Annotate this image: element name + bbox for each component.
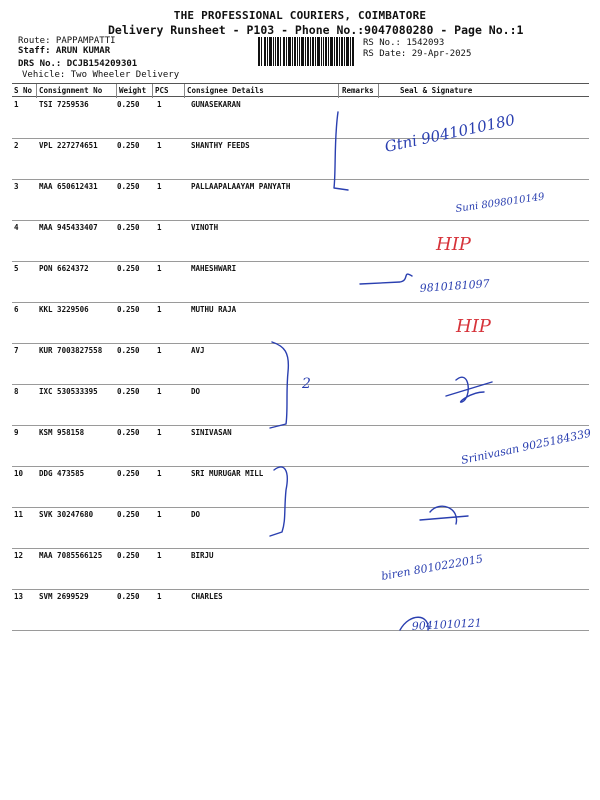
row-separator: [12, 425, 589, 426]
row-separator: [12, 548, 589, 549]
table-header-rule: [12, 96, 589, 97]
remarks-bracket-bottom: [270, 467, 287, 536]
cell-sno: 9: [14, 428, 19, 437]
cell-consignment-number: MAA 650612431: [39, 182, 98, 191]
table-top-rule: [12, 83, 589, 84]
cell-pcs: 1: [157, 428, 162, 437]
column-header-sno: S No: [14, 86, 33, 95]
rs-number: RS No.: 1542093: [363, 38, 445, 48]
column-header-consignment: Consignment No: [39, 86, 103, 95]
cell-weight: 0.250: [117, 469, 140, 478]
cell-weight: 0.250: [117, 141, 140, 150]
cell-consignment-number: MAA 7085566125: [39, 551, 103, 560]
column-divider: [378, 84, 379, 98]
cell-consignment-number: PON 6624372: [39, 264, 89, 273]
row-separator: [12, 220, 589, 221]
cell-sno: 7: [14, 346, 19, 355]
cell-consignee: SINIVASAN: [191, 428, 232, 437]
cell-pcs: 1: [157, 305, 162, 314]
column-header-weight: Weight: [119, 86, 147, 95]
cell-sno: 3: [14, 182, 19, 191]
cell-consignee: SHANTHY FEEDS: [191, 141, 250, 150]
cell-weight: 0.250: [117, 305, 140, 314]
staff-label: Staff: ARUN KUMAR: [18, 46, 111, 56]
signature-row-5: 9810181097: [419, 277, 491, 295]
cell-sno: 11: [14, 510, 24, 519]
cell-pcs: 1: [157, 387, 162, 396]
column-divider: [184, 84, 185, 98]
cell-consignee: SRI MURUGAR MILL: [191, 469, 264, 478]
cell-sno: 4: [14, 223, 19, 232]
cell-weight: 0.250: [117, 428, 140, 437]
cell-pcs: 1: [157, 510, 162, 519]
row-separator: [12, 507, 589, 508]
cell-consignee: VINOTH: [191, 223, 219, 232]
column-divider: [338, 84, 339, 98]
cell-pcs: 1: [157, 264, 162, 273]
cell-consignee: BIRJU: [191, 551, 214, 560]
cell-sno: 8: [14, 387, 19, 396]
row-separator: [12, 630, 589, 631]
row-separator: [12, 179, 589, 180]
column-header-remarks: Remarks: [342, 86, 374, 95]
cell-weight: 0.250: [117, 264, 140, 273]
cell-sno: 1: [14, 100, 19, 109]
row-separator: [12, 261, 589, 262]
cell-sno: 10: [14, 469, 24, 478]
signature-row-12: biren 8010222015: [380, 552, 484, 583]
cell-consignee: DO: [191, 387, 201, 396]
cell-weight: 0.250: [117, 551, 140, 560]
cell-consignment-number: VPL 227274651: [39, 141, 98, 150]
signature-row-4: HIP: [436, 234, 471, 255]
cell-weight: 0.250: [117, 100, 140, 109]
vehicle-label: Vehicle: Two Wheeler Delivery: [22, 70, 180, 80]
signature-row-3: Suni 8098010149: [454, 191, 546, 215]
cell-pcs: 1: [157, 182, 162, 191]
cell-pcs: 1: [157, 346, 162, 355]
column-header-consignee: Consignee Details: [187, 86, 264, 95]
company-name: THE PROFESSIONAL COURIERS, COIMBATORE: [173, 9, 427, 22]
cell-consignment-number: KKL 3229506: [39, 305, 89, 314]
cell-consignment-number: SVK 30247680: [39, 510, 94, 519]
cell-consignment-number: TSI 7259536: [39, 100, 89, 109]
cell-sno: 13: [14, 592, 24, 601]
cell-consignment-number: KSM 958158: [39, 428, 85, 437]
row-separator: [12, 302, 589, 303]
cell-pcs: 1: [157, 551, 162, 560]
column-divider: [116, 84, 117, 98]
cell-pcs: 1: [157, 469, 162, 478]
cell-weight: 0.250: [117, 387, 140, 396]
signature-row-9: Srinivasan 9025184339: [459, 426, 593, 467]
rs-date: RS Date: 29-Apr-2025: [363, 49, 472, 59]
cell-consignment-number: DDG 473585: [39, 469, 85, 478]
drs-number: DRS No.: DCJB154209301: [18, 59, 138, 69]
remarks-bracket-middle: [270, 342, 288, 428]
signature-stroke: [446, 377, 492, 402]
cell-consignee: CHARLES: [191, 592, 223, 601]
row-separator: [12, 384, 589, 385]
cell-sno: 12: [14, 551, 24, 560]
cell-consignment-number: IXC 530533395: [39, 387, 98, 396]
signature-stroke: [420, 506, 468, 524]
cell-consignee: AVJ: [191, 346, 205, 355]
cell-consignee: DO: [191, 510, 201, 519]
cell-pcs: 1: [157, 592, 162, 601]
signature-row-2: Gtni 9041010180: [383, 110, 517, 156]
column-divider: [152, 84, 153, 98]
column-divider: [36, 84, 37, 98]
signature-stroke: [400, 617, 428, 630]
cell-pcs: 1: [157, 223, 162, 232]
cell-sno: 5: [14, 264, 19, 273]
column-header-signature: Seal & Signature: [400, 86, 473, 95]
signature-row-6: HIP: [456, 316, 491, 337]
cell-weight: 0.250: [117, 223, 140, 232]
runsheet-title: Delivery Runsheet - P103 - Phone No.:9047080280 - Page No.:1: [108, 23, 524, 37]
column-header-pcs: PCS: [155, 86, 169, 95]
cell-consignee: MAHESHWARI: [191, 264, 237, 273]
cell-consignment-number: KUR 7003827558: [39, 346, 103, 355]
cell-pcs: 1: [157, 100, 162, 109]
cell-consignee: MUTHU RAJA: [191, 305, 237, 314]
signature-row-13: 9041010121: [411, 616, 483, 633]
cell-consignment-number: SVM 2699529: [39, 592, 89, 601]
remarks-bracket-note: 2: [302, 376, 311, 392]
cell-sno: 6: [14, 305, 19, 314]
row-separator: [12, 589, 589, 590]
cell-weight: 0.250: [117, 182, 140, 191]
cell-weight: 0.250: [117, 346, 140, 355]
barcode: [258, 37, 354, 66]
route-label: Route: PAPPAMPATTI: [18, 36, 116, 46]
cell-consignment-number: MAA 945433407: [39, 223, 98, 232]
row-separator: [12, 138, 589, 139]
row-separator: [12, 343, 589, 344]
cell-consignee: PALLAAPALAAYAM PANYATH: [191, 182, 291, 191]
row-separator: [12, 466, 589, 467]
signature-stroke: [360, 274, 412, 284]
cell-sno: 2: [14, 141, 19, 150]
cell-pcs: 1: [157, 141, 162, 150]
cell-weight: 0.250: [117, 592, 140, 601]
cell-consignee: GUNASEKARAN: [191, 100, 241, 109]
cell-weight: 0.250: [117, 510, 140, 519]
